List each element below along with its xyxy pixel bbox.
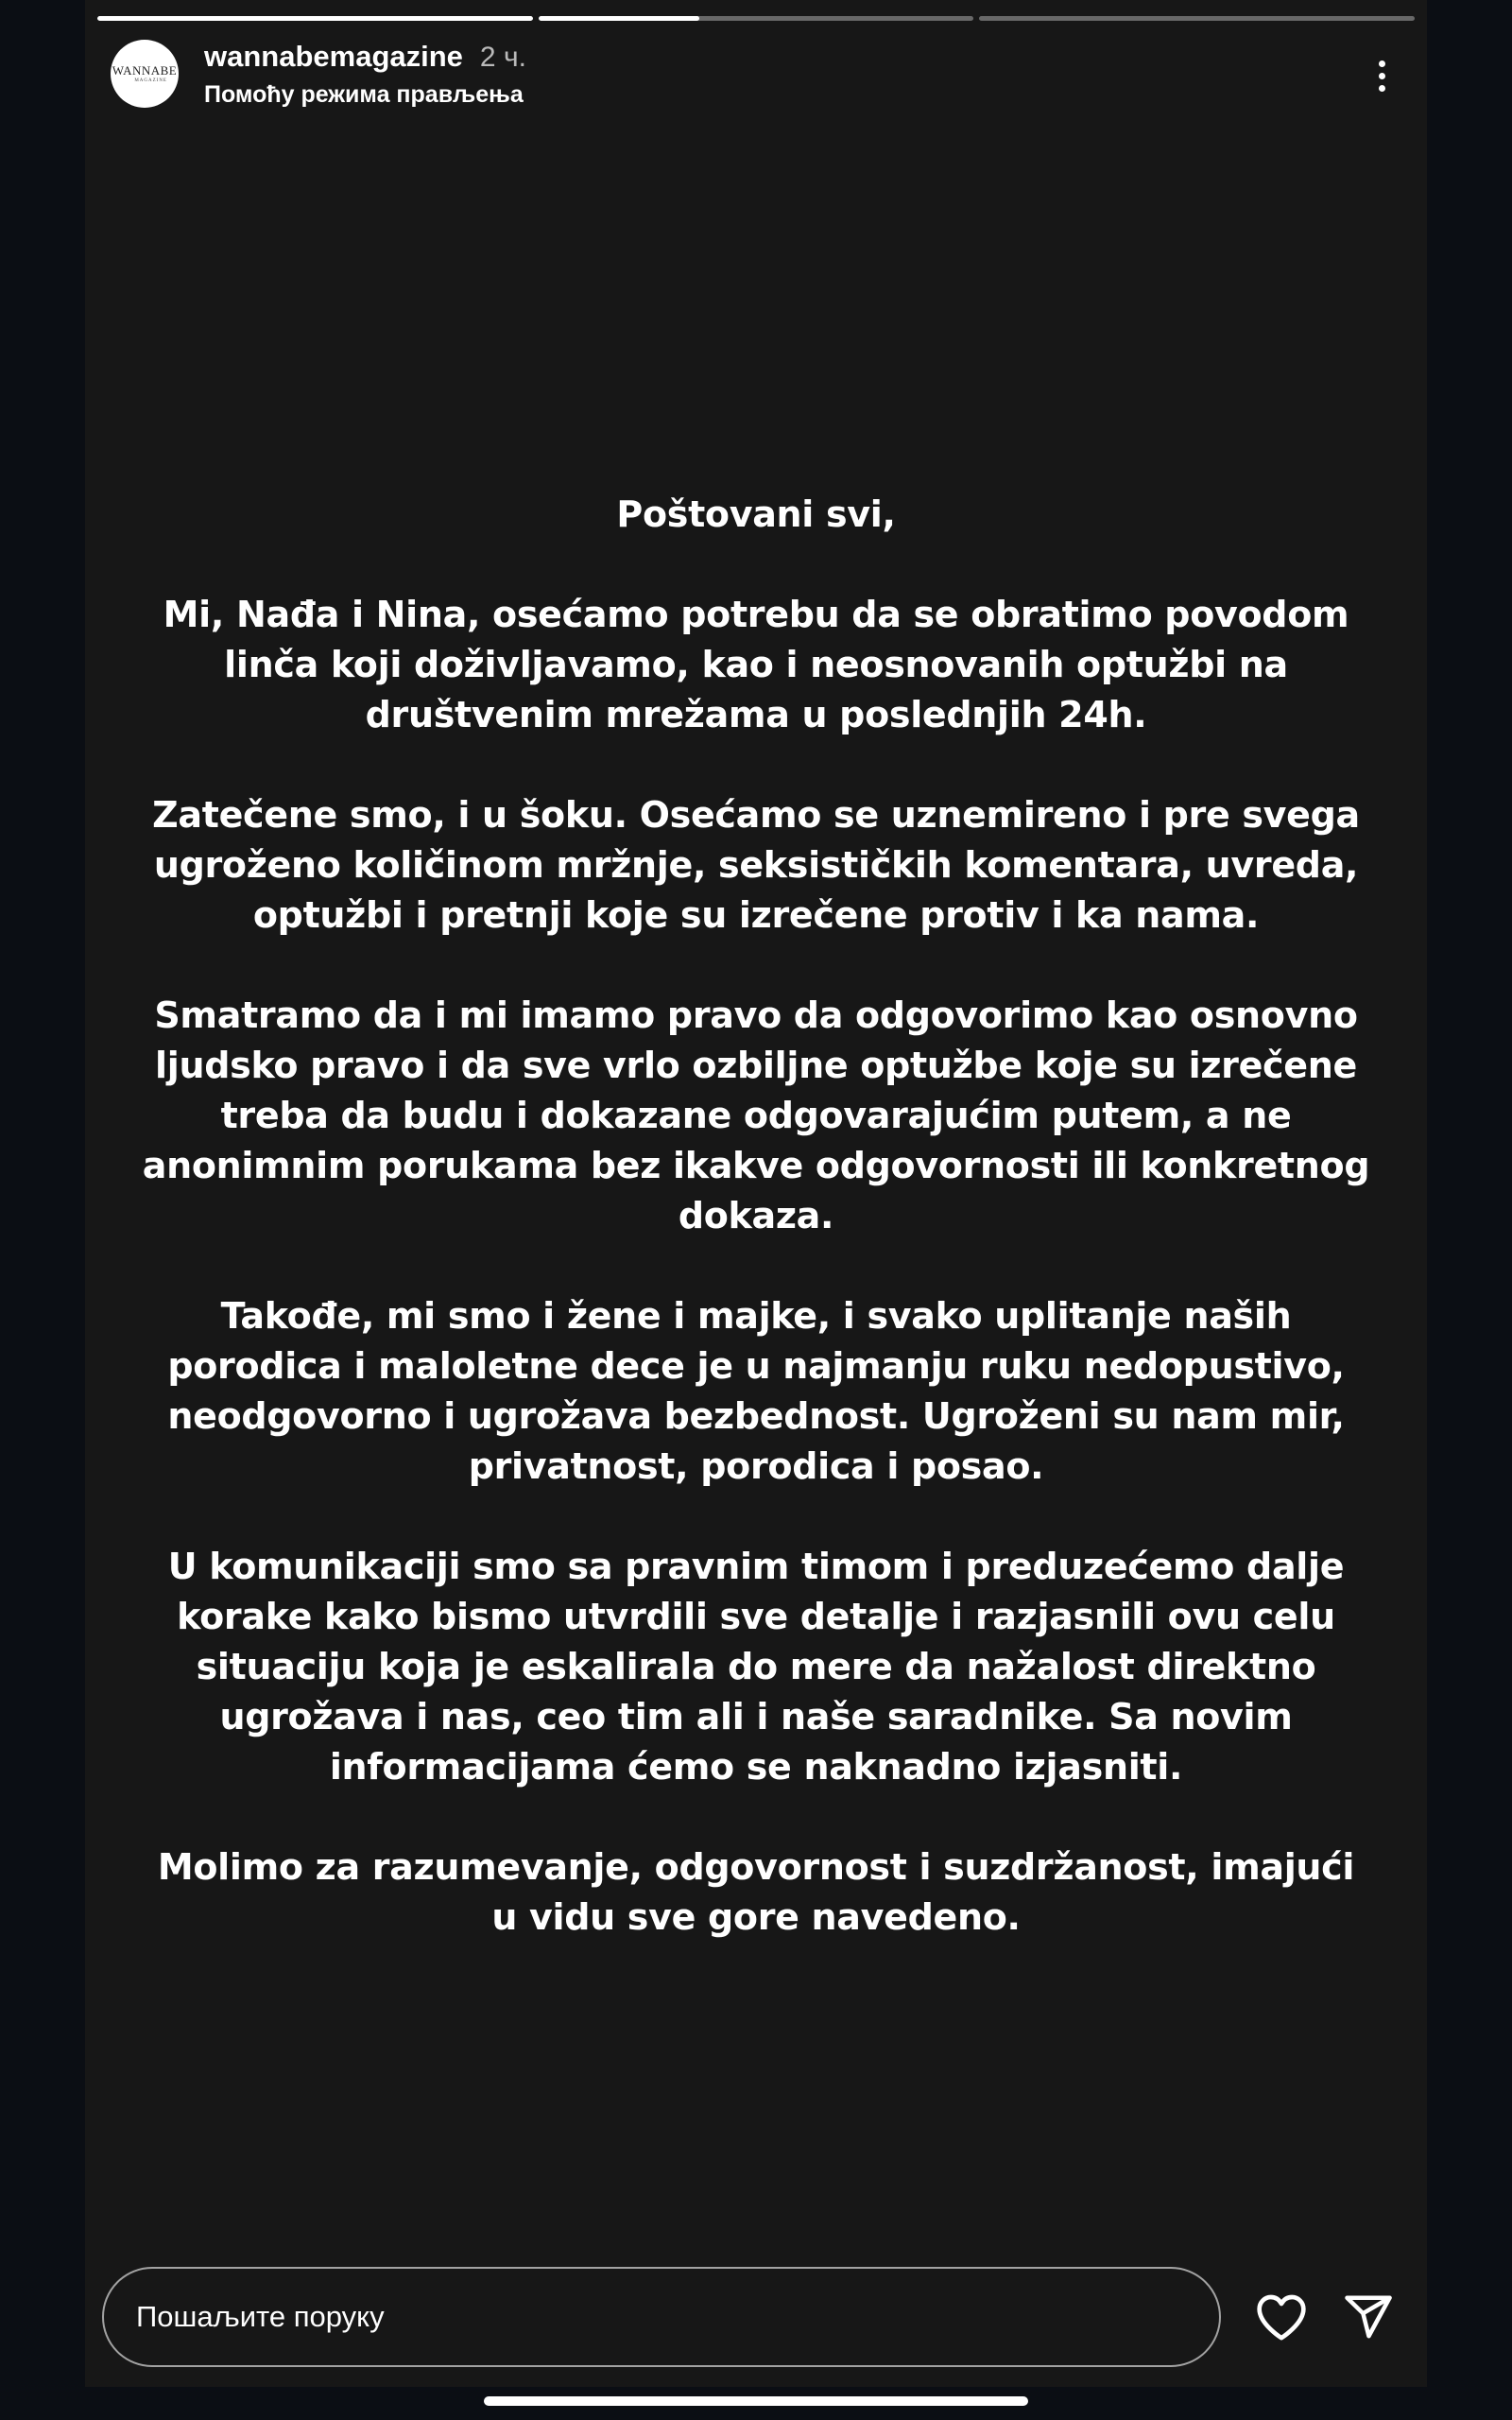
send-icon [1343,2293,1394,2341]
like-button[interactable] [1244,2279,1319,2355]
story-paragraph: Smatramo da i mi imamo pravo da odgovorimo kao osnovno ljudsko pravo i da sve vrlo ozbiljne optužbe koje su izrečene treba da budu i dokazane odgovarajućim putem, a ne anonimnim porukama bez ikakve odgovornosti ili konkretnog dokaza. [142,994,1370,1236]
progress-segment [539,16,974,21]
more-vertical-icon [1379,60,1385,67]
story-paragraph: Molimo za razumevanje, odgovornost i suzdržanost, imajući u vidu sve gore navedeno. [157,1846,1355,1938]
progress-fill [539,16,699,21]
more-vertical-icon [1379,73,1385,79]
story-viewer[interactable] [85,0,1427,2387]
avatar-logo: WANNABE [112,63,178,78]
story-paragraph: Zatečene smo, i u šoku. Osećamo se uznemireno i pre svega ugroženo količinom mržnje, seksističkih komentara, uvreda, optužbi i pretnji koje su izrečene protiv i ka nama. [152,794,1360,936]
post-time: 2 ч. [479,42,526,73]
more-vertical-icon [1379,85,1385,92]
user-line [204,40,526,78]
story-header [111,40,1405,111]
reply-placeholder: Пошаљите поруку [136,2300,385,2333]
story-paragraph: Poštovani svi, [616,493,896,535]
progress-fill [97,16,533,21]
story-paragraph: Mi, Nađa i Nina, osećamo potrebu da se obratimo povodom linča koji doživljavamo, kao i neosnovanih optužbi na društvenim mrežama u poslednjih 24h. [163,594,1349,735]
username-link[interactable]: wannabemagazine [204,40,463,73]
story-paragraph: Takođe, mi smo i žene i majke, i svako uplitanje naših porodica i maloletne dece je u najmanju ruku nedopustivo, neodgovorno i ugrožava bezbednost. Ugroženi su nam mir, privatnost, porodica i posao. [167,1295,1345,1487]
heart-icon [1255,2292,1308,2342]
progress-segment [97,16,533,21]
story-text [142,490,1370,1943]
avatar[interactable] [111,40,179,108]
story-progress [97,16,1415,21]
story-paragraph: U komunikaciji smo sa pravnim timom i preduzećemo dalje korake kako bismo utvrdili sve detalje i razjasnili ovu celu situaciju koja je eskalirala do mere da nažalost direktno ugrožava i nas, ceo tim ali i naše saradnike. Sa novim informacijama ćemo se naknadno izjasniti. [167,1546,1345,1788]
progress-segment [979,16,1415,21]
reply-input[interactable] [102,2267,1221,2367]
avatar-logo-sub: MAGAZINE [134,78,167,83]
send-button[interactable] [1331,2279,1406,2355]
home-indicator[interactable] [484,2396,1028,2406]
created-with-label[interactable]: Помоћу режима прављења [204,81,524,108]
more-options-button[interactable] [1358,47,1405,104]
